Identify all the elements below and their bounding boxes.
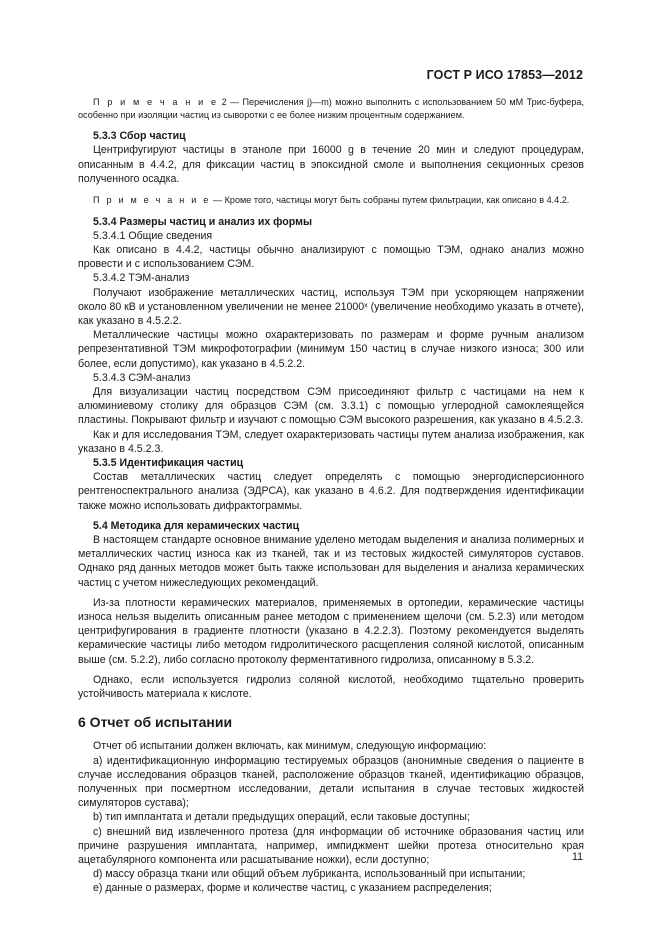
page-body <box>78 96 584 896</box>
paragraph-5-3-4-1: Как описано в 4.4.2, частицы обычно анализируют с помощью ТЭМ, однако анализ можно провести и с использованием СЭМ. <box>78 244 584 271</box>
subheading-5-3-4-3: 5.3.4.3 СЭМ-анализ <box>93 371 191 384</box>
paragraph-6-intro: Отчет об испытании должен включать, как минимум, следующую информацию: <box>93 740 487 753</box>
paragraph-5-3-5: Состав металлических частиц следует определять с помощью энергодисперсионного рентгеноспектрального анализа (ЭДРСА), как указано в 4.6.2. Для подтверждения идентификации также можно использовать дифрактограммы. <box>78 471 584 512</box>
note-1-prefix: П р и м е ч а н и е <box>93 97 219 107</box>
note-1-text: 2 — Перечисления j)—m) можно выполнить с использованием 50 мМ Трис-буфера, особенно при изоляции частиц из сыворотки с ее более низким процентным содержанием. <box>78 97 584 120</box>
page-number: 11 <box>572 851 583 863</box>
paragraph-5-3-3: Центрифугируют частицы в этаноле при 16000 g в течение 20 мин и следуют процедурам, описанным в 4.4.2, для фиксации частиц в эпоксидной смоле и выполнения секционных срезов полученного осадка. <box>78 144 584 185</box>
paragraph-5-4-a: В настоящем стандарте основное внимание уделено методам выделения и анализа полимерных и металлических частиц износа как из тканей, так и из тестовых жидкостей симуляторов суставов. Однако ряд данных методов может быть также использован для выделения и анализа керамических частиц с учетом нижеследующих рекомендаций. <box>78 534 584 589</box>
heading-section-6: 6 Отчет об испытании <box>78 714 233 731</box>
paragraph-5-3-4-3-b: Как и для исследования ТЭМ, следует охарактеризовать частицы путем анализа изображения, как указано в 4.5.2.3. <box>78 428 584 455</box>
note-2-text: — Кроме того, частицы могут быть собраны путем фильтрации, как описано в 4.4.2. <box>210 195 570 205</box>
note-2 <box>78 194 584 207</box>
paragraph-5-4-c: Однако, если используется гидролиз соляной кислотой, необходимо тщательно проверить устойчивость материала к кислоте. <box>78 673 584 701</box>
list-item-b: b) тип имплантата и детали предыдущих операций, если таковые доступны; <box>93 811 470 824</box>
heading-5-3-4: 5.3.4 Размеры частиц и анализ их формы <box>93 215 312 228</box>
heading-5-3-3: 5.3.3 Сбор частиц <box>93 130 186 143</box>
heading-5-4: 5.4 Методика для керамических частиц <box>93 519 300 532</box>
note-2-prefix: П р и м е ч а н и е <box>93 195 211 205</box>
list-item-c: c) внешний вид извлеченного протеза (для информации об источнике образования частиц или причине разрушения имплантата, например, импиджмент шейки протеза относительно края ацетабулярного компонента или расшатывание ножки), если доступно; <box>78 825 584 866</box>
list-item-e: e) данные о размерах, форме и количестве частиц, с указанием распределения; <box>93 882 492 895</box>
list-item-d: d) массу образца ткани или общий объем лубриканта, использованный при испытании; <box>93 868 526 881</box>
list-item-a: a) идентификационную информацию тестируемых образцов (анонимные сведения о пациенте в случае исследования образцов тканей, расположение образцов тканей, идентификацию образцов, полученных при посмертном исследовании, детали испытания в случае тестовых жидкостей симуляторов сустава); <box>78 754 584 810</box>
heading-5-3-5: 5.3.5 Идентификация частиц <box>93 457 244 470</box>
note-1 <box>78 96 584 121</box>
paragraph-5-3-4-2-a: Получают изображение металлических частиц, используя ТЭМ при ускоряющем напряжении около 80 кВ и установленном увеличении не менее 21000ˣ (увеличение необходимо указать в отчете), как указано в 4.5.2.2. <box>78 286 584 328</box>
document-id-header: ГОСТ Р ИСО 17853—2012 <box>426 68 583 82</box>
subheading-5-3-4-1: 5.3.4.1 Общие сведения <box>93 229 213 242</box>
subheading-5-3-4-2: 5.3.4.2 ТЭМ-анализ <box>93 272 190 285</box>
paragraph-5-4-b: Из-за плотности керамических материалов, применяемых в ортопедии, керамические частицы износа нельзя выделить описанным ранее методом с применением щелочи (см. 5.2.3) или методом центрифугирования в градиенте плотности (указано в 4.2.2.3). Поэтому рекомендуется выделять керамические частицы либо методом гидролитического расщепления соляной кислотой, описанным выше (см. 5.2.2), либо согласно протоколу ферментативного гидролиза, описанному в 5.3.2. <box>78 596 584 666</box>
paragraph-5-3-4-2-b: Металлические частицы можно охарактеризовать по размерам и форме ручным анализом репрезентативной ТЭМ микрофотографии (минимум 150 частиц в случае низкого износа; 300 или более, если допустимо), как указано в 4.5.2.2. <box>78 329 584 370</box>
paragraph-5-3-4-3-a: Для визуализации частиц посредством СЭМ присоединяют фильтр с частицами на нем к алюминиевому столику для образцов СЭМ (см. 3.3.1) с помощью углеродной самоклеящейся пластины. Покрывают фильтр и изучают с помощью СЭМ высокого разрешения, как указано в 4.5.2.3. <box>78 386 584 427</box>
